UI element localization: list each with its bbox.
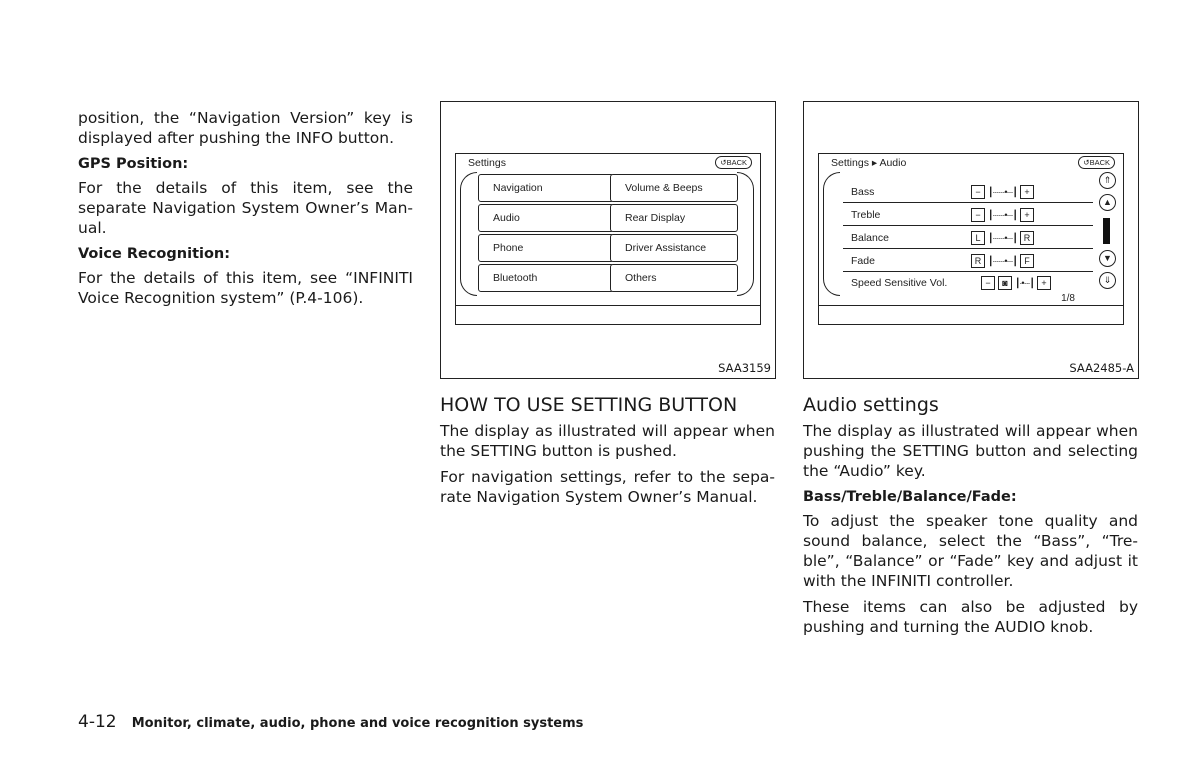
screen-bottom-bar	[819, 305, 1123, 324]
right-key: R	[1020, 231, 1034, 245]
menu-right-bracket	[737, 172, 754, 296]
decrease-key: −	[981, 276, 995, 290]
column-middle	[440, 393, 775, 513]
screen-title: Settings ▸ Audio	[831, 157, 907, 169]
section-title: Monitor, climate, audio, phone and voice recognition systems	[131, 716, 584, 731]
voice-recognition-paragraph: For the details of this item, see “INFINITI Voice Recognition system” (P.4-106).	[78, 269, 413, 307]
list-left-bracket	[823, 172, 840, 296]
intro-paragraph: position, the “Navigation Version” key is displayed after pushing the INFO button.	[78, 109, 413, 147]
voice-recognition-heading: Voice Recognition:	[78, 246, 231, 262]
audio-row-treble	[843, 205, 1093, 226]
slider-track-icon: ┃······•···┃	[988, 232, 1017, 243]
scroll-down-icon: ▼	[1099, 250, 1116, 267]
audio-settings-figure	[803, 101, 1139, 379]
increase-key: +	[1020, 208, 1034, 222]
audio-settings-paragraph: The display as illustrated will appear when pushing the SETTING button and selecting the “Audio” key.	[803, 422, 1138, 480]
gps-position-paragraph: For the details of this item, see the separate Navigation System Owner’s Man-ual.	[78, 179, 413, 237]
menu-driver-assistance-key: Driver Assistance	[610, 234, 738, 262]
increase-key: +	[1037, 276, 1051, 290]
menu-bluetooth-key: Bluetooth	[478, 264, 614, 292]
decrease-key: −	[971, 208, 985, 222]
page-up-icon: ⇑	[1099, 172, 1116, 189]
rear-key: R	[971, 254, 985, 268]
column-right	[803, 393, 1138, 643]
speed-meter-icon: ◙	[998, 276, 1012, 290]
scroll-up-icon: ▲	[1099, 194, 1116, 211]
decrease-key: −	[971, 185, 985, 199]
audio-settings-heading: Audio settings	[803, 394, 939, 416]
left-key: L	[971, 231, 985, 245]
bass-treble-heading: Bass/Treble/Balance/Fade:	[803, 489, 1017, 505]
audio-row-balance	[843, 228, 1093, 249]
back-arrow-icon: ↺	[1083, 158, 1090, 167]
setting-button-heading: HOW TO USE SETTING BUTTON	[440, 394, 738, 416]
settings-screen	[455, 153, 761, 325]
menu-volume-beeps-key: Volume & Beeps	[610, 174, 738, 202]
slider-track-icon: ┃······•···┃	[988, 209, 1017, 220]
page-down-icon: ⇓	[1099, 272, 1116, 289]
menu-audio-key: Audio	[478, 204, 614, 232]
page-count: 1/8	[1061, 293, 1075, 304]
gps-position-heading: GPS Position:	[78, 156, 189, 172]
row-label: Fade	[851, 255, 875, 267]
slider-track-icon: ┃·•···┃	[1015, 277, 1034, 288]
menu-rear-display-key: Rear Display	[610, 204, 738, 232]
row-label: Balance	[851, 232, 889, 244]
slider-control	[971, 254, 1034, 268]
slider-track-icon: ┃······•···┃	[988, 186, 1017, 197]
menu-others-key: Others	[610, 264, 738, 292]
navigation-settings-paragraph: For navigation settings, refer to the sepa-rate Navigation System Owner’s Manual.	[440, 468, 775, 506]
back-button: ↺BACK	[1078, 156, 1115, 169]
menu-frame	[460, 172, 754, 294]
slider-control	[981, 276, 1051, 290]
menu-navigation-key: Navigation	[478, 174, 614, 202]
scroll-controls	[1097, 172, 1117, 292]
tone-adjust-paragraph: To adjust the speaker tone quality and sound balance, select the “Bass”, “Tre-ble”, “Balance” or “Fade” key and adjust it with the INFINITI controller.	[803, 512, 1138, 590]
scrollbar-thumb	[1103, 218, 1110, 244]
row-label: Bass	[851, 186, 875, 198]
figure-code: SAA3159	[718, 361, 771, 375]
slider-track-icon: ┃······•···┃	[988, 255, 1017, 266]
page-footer	[78, 712, 583, 732]
increase-key: +	[1020, 185, 1034, 199]
page-number: 4-12	[78, 712, 117, 732]
figure-code: SAA2485-A	[1069, 361, 1134, 375]
slider-control	[971, 231, 1034, 245]
row-label: Treble	[851, 209, 881, 221]
back-arrow-icon: ↺	[720, 158, 727, 167]
audio-settings-screen	[818, 153, 1124, 325]
audio-knob-paragraph: These items can also be adjusted by pushing and turning the AUDIO knob.	[803, 598, 1138, 636]
screen-title: Settings	[468, 157, 506, 169]
audio-row-speed-sensitive-vol	[843, 273, 1093, 293]
audio-row-fade	[843, 251, 1093, 272]
setting-button-paragraph: The display as illustrated will appear when the SETTING button is pushed.	[440, 422, 775, 460]
front-key: F	[1020, 254, 1034, 268]
slider-control	[971, 208, 1034, 222]
row-label: Speed Sensitive Vol.	[851, 277, 948, 289]
settings-screen-figure	[440, 101, 776, 379]
audio-row-bass	[843, 182, 1093, 203]
screen-bottom-bar	[456, 305, 760, 324]
menu-phone-key: Phone	[478, 234, 614, 262]
back-button: ↺BACK	[715, 156, 752, 169]
menu-left-bracket	[460, 172, 477, 296]
slider-control	[971, 185, 1034, 199]
column-left	[78, 108, 413, 314]
